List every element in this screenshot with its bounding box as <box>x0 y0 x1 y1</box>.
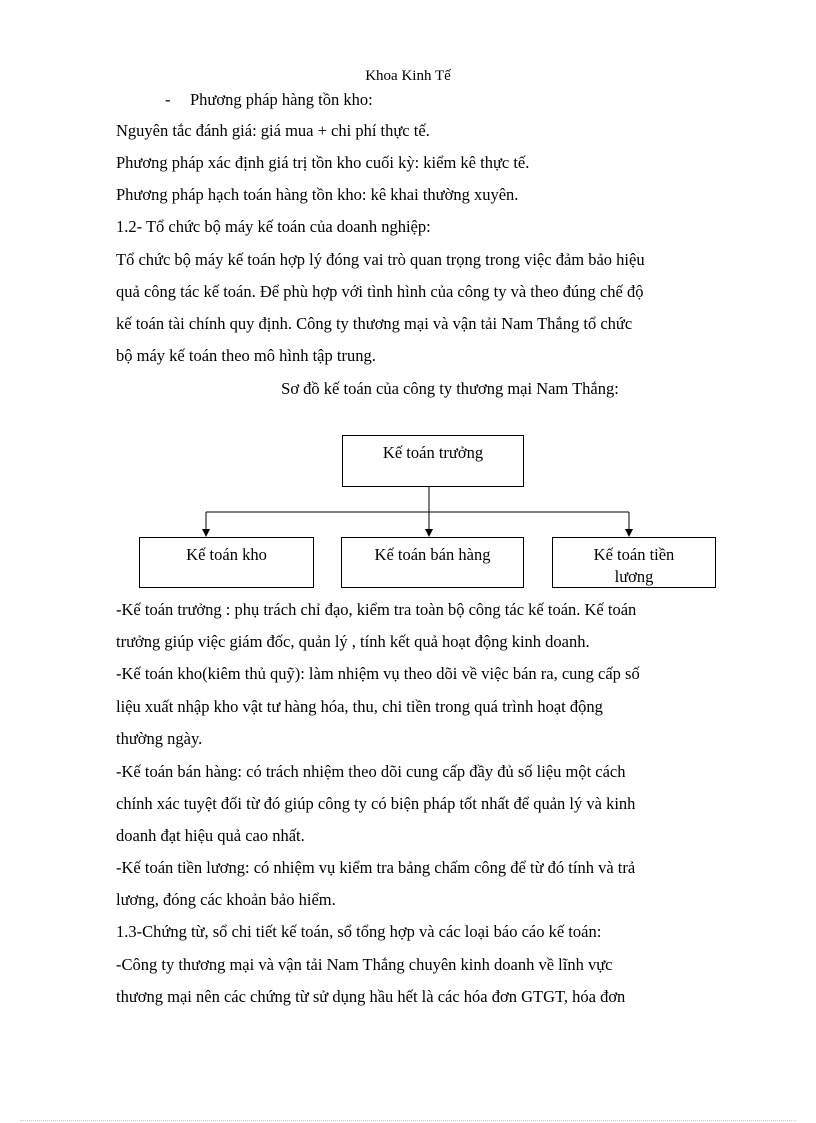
box-label: Kế toán bán hàng <box>374 545 491 564</box>
paragraph-line: -Công ty thương mại và vận tải Nam Thắng chuyên kinh doanh về lĩnh vực <box>116 955 613 974</box>
arrowhead-left <box>202 529 210 537</box>
page-header: Khoa Kinh Tế <box>365 68 451 84</box>
box-payroll-accountant <box>552 537 716 588</box>
paragraph-line: -Kế toán kho(kiêm thủ quỹ): làm nhiệm vụ theo dõi về việc bán ra, cung cấp số <box>116 664 640 683</box>
paragraph-line: Nguyên tắc đánh giá: giá mua + chi phí thực tế. <box>116 121 430 140</box>
section-heading: 1.3-Chứng từ, sổ chi tiết kế toán, sổ tổng hợp và các loại báo cáo kế toán: <box>116 922 602 941</box>
box-warehouse-accountant <box>139 537 314 588</box>
paragraph-line: trưởng giúp việc giám đốc, quản lý , tính kết quả hoạt động kinh doanh. <box>116 632 590 651</box>
diagram-title: Sơ đồ kế toán của công ty thương mại Nam Thắng: <box>281 379 619 398</box>
box-label: Kế toán kho <box>186 545 267 564</box>
paragraph-line: thường ngày. <box>116 729 203 748</box>
paragraph-line: Tổ chức bộ máy kế toán hợp lý đóng vai trò quan trọng trong việc đảm bảo hiệu <box>116 250 645 269</box>
paragraph-line: -Kế toán bán hàng: có trách nhiệm theo dõi cung cấp đầy đủ số liệu một cách <box>116 762 626 781</box>
section-heading: 1.2- Tổ chức bộ máy kế toán của doanh nghiệp: <box>116 217 431 236</box>
paragraph-line: kế toán tài chính quy định. Công ty thương mại và vận tải Nam Thắng tổ chức <box>116 314 633 333</box>
paragraph-line: chính xác tuyệt đối từ đó giúp công ty có biện pháp tốt nhất để quản lý và kinh <box>116 794 636 813</box>
box-label: Kế toán tiền lương <box>593 545 675 586</box>
box-label: Kế toán trưởng <box>382 443 484 462</box>
paragraph-line: lương, đóng các khoản bảo hiểm. <box>116 890 336 909</box>
paragraph-line: thương mại nên các chứng từ sử dụng hầu hết là các hóa đơn GTGT, hóa đơn <box>116 987 626 1006</box>
paragraph-line: -Kế toán trưởng : phụ trách chỉ đạo, kiểm tra toàn bộ công tác kế toán. Kế toán <box>116 600 637 619</box>
page-bottom-rule <box>20 1120 796 1121</box>
paragraph-line: quả công tác kế toán. Để phù hợp với tình hình của công ty và theo đúng chế độ <box>116 282 644 301</box>
arrowhead-right <box>625 529 633 537</box>
paragraph-line: Phương pháp xác định giá trị tồn kho cuối kỳ: kiểm kê thực tế. <box>116 153 530 172</box>
box-chief-accountant <box>342 435 524 487</box>
bullet-heading: Phương pháp hàng tồn kho: <box>190 90 373 109</box>
bullet-marker: - <box>165 90 171 109</box>
paragraph-line: -Kế toán tiền lương: có nhiệm vụ kiểm tra bảng chấm công để từ đó tính và trả <box>116 858 636 877</box>
paragraph-line: liệu xuất nhập kho vật tư hàng hóa, thu, chi tiền trong quá trình hoạt động <box>116 697 603 716</box>
arrowhead-middle <box>425 529 433 537</box>
paragraph-line: Phương pháp hạch toán hàng tồn kho: kê khai thường xuyên. <box>116 185 519 204</box>
paragraph-line: bộ máy kế toán theo mô hình tập trung. <box>116 346 376 365</box>
box-sales-accountant <box>341 537 524 588</box>
paragraph-line: doanh đạt hiệu quả cao nhất. <box>116 826 305 845</box>
